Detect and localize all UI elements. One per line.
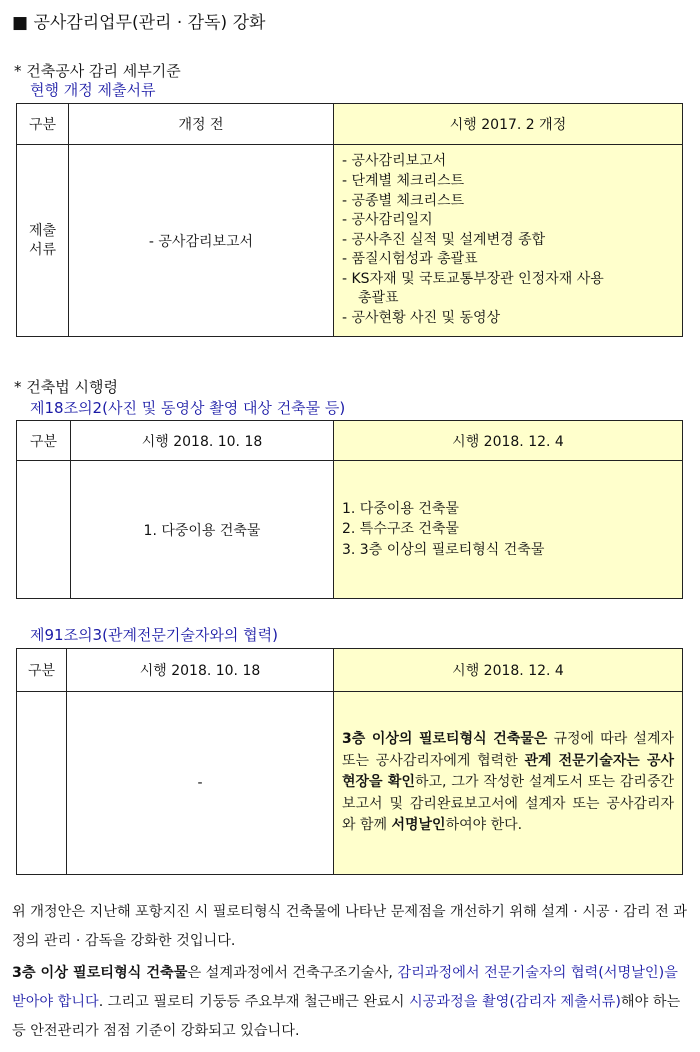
table1-header-after: 시행 2017. 2 개정 <box>334 104 683 145</box>
table3-header-before: 시행 2018. 10. 18 <box>67 649 334 692</box>
table2-after-cell <box>334 461 683 599</box>
text-span: 은 설계과정에서 건축구조기술사, <box>187 965 398 981</box>
list-item: - KS자재 및 국토교통부장관 인정자재 사용 <box>342 270 604 287</box>
table2-after-list <box>334 499 682 561</box>
table2-header-before: 시행 2018. 10. 18 <box>71 421 334 461</box>
list-item: 1. 다중이용 건축물 <box>342 500 459 517</box>
page-title: ■ 공사감리업무(관리 · 감독) 강화 <box>12 13 266 33</box>
table1-after-list <box>334 152 682 328</box>
list-item: 2. 특수구조 건축물 <box>342 521 459 538</box>
section1-heading: * 건축공사 감리 세부기준 <box>14 62 181 80</box>
highlight-text: 감리과정에서 전문기술자의 협력(서명날인)을 받아야 합니다 <box>12 965 678 1010</box>
table3-before-cell: - <box>67 692 334 875</box>
text-span: 하고, 그가 작성한 설계도서 또는 감리중간보고서 및 감리완료보고서에 설계자 또는 공사감리자와 함께 <box>342 774 675 834</box>
table1-before-cell: - 공사감리보고서 <box>69 145 334 337</box>
list-item: - 품질시험성과 총괄표 <box>342 251 478 268</box>
table2-header-category: 구분 <box>17 421 71 461</box>
list-item: 3. 3층 이상의 필로티형식 건축물 <box>342 541 545 558</box>
list-item: 총괄표 <box>358 290 399 307</box>
table3-after-cell <box>334 692 683 875</box>
list-item: - 공종별 체크리스트 <box>342 192 465 209</box>
bold-text: 3층 이상의 필로티형식 건축물은 <box>342 731 548 748</box>
section3-subheading: 제91조의3(관계전문기술자와의 협력) <box>30 626 278 644</box>
section1-table <box>16 103 683 337</box>
list-item: - 공사추진 실적 및 설계변경 종합 <box>342 231 546 248</box>
text-span: 하여야 한다. <box>445 817 523 834</box>
paragraph-detail <box>12 959 688 1046</box>
table2-before-cell: 1. 다중이용 건축물 <box>71 461 334 599</box>
table3-header-after: 시행 2018. 12. 4 <box>334 649 683 692</box>
text-span: 규정에 따라 설계자 또는 공사감리자에게 협력한 <box>342 731 674 769</box>
table1-after-cell <box>334 145 683 337</box>
table1-row-label: 제출 서류 <box>17 145 69 337</box>
table2-header-after: 시행 2018. 12. 4 <box>334 421 683 461</box>
section2-subheading: 제18조의2(사진 및 동영상 촬영 대상 건축물 등) <box>30 399 346 417</box>
bold-text: 서명날인 <box>391 817 446 834</box>
table1-header-category: 구분 <box>17 104 69 145</box>
list-item: - 단계별 체크리스트 <box>342 172 465 189</box>
list-item: - 공사현황 사진 및 동영상 <box>342 310 501 327</box>
section2-heading: * 건축법 시행령 <box>14 378 118 396</box>
table2-row-label <box>17 461 71 599</box>
highlight-text: 시공과정을 촬영(감리자 제출서류) <box>408 994 621 1010</box>
section1-subheading: 현행 개정 제출서류 <box>30 81 156 99</box>
text-span: . 그리고 필로티 기둥등 주요부재 철근배근 완료시 <box>98 994 409 1010</box>
bold-text: 3층 이상 필로티형식 건축물 <box>12 965 188 981</box>
paragraph-summary: 위 개정안은 지난해 포항지진 시 필로티형식 건축물에 나타난 문제점을 개선하기 위해 설계 · 시공 · 감리 전 과정의 관리 · 감독을 강화한 것입니다. <box>12 904 688 949</box>
text-span: 해야 하는 등 안전관리가 점점 기준이 강화되고 있습니다. <box>12 994 681 1039</box>
section2-table <box>16 420 683 599</box>
table3-header-category: 구분 <box>17 649 67 692</box>
list-item: - 공사감리일지 <box>342 212 433 229</box>
table3-row-label <box>17 692 67 875</box>
bold-text: 관계 전문기술자는 공사 현장을 확인 <box>342 752 674 791</box>
section3-table <box>16 648 683 875</box>
table1-header-before: 개정 전 <box>69 104 334 145</box>
table3-after-text <box>342 729 674 837</box>
list-item: - 공사감리보고서 <box>342 153 447 170</box>
